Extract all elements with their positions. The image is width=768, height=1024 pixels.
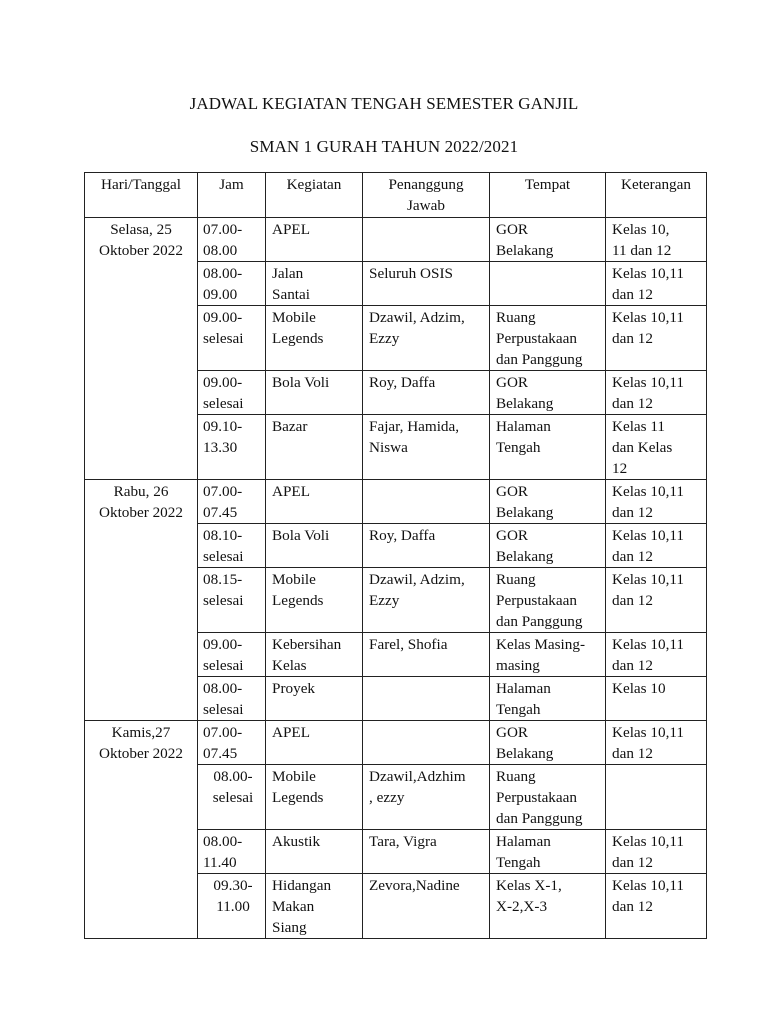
day-cell: Selasa, 25 Oktober 2022 bbox=[85, 218, 198, 480]
tempat-cell: Halaman Tengah bbox=[490, 415, 606, 480]
keterangan-cell: Kelas 10,11 dan 12 bbox=[606, 524, 707, 568]
penanggung-jawab-cell: Zevora,Nadine bbox=[363, 874, 490, 939]
jam-cell: 08.00- selesai bbox=[198, 765, 266, 830]
kegiatan-cell: APEL bbox=[266, 218, 363, 262]
jam-cell: 09.10- 13.30 bbox=[198, 415, 266, 480]
penanggung-jawab-cell bbox=[363, 721, 490, 765]
jam-cell: 09.00- selesai bbox=[198, 633, 266, 677]
tempat-cell: Ruang Perpustakaan dan Panggung bbox=[490, 765, 606, 830]
day-cell: Rabu, 26 Oktober 2022 bbox=[85, 480, 198, 721]
table-row bbox=[85, 218, 707, 262]
jam-cell: 09.00- selesai bbox=[198, 306, 266, 371]
penanggung-jawab-cell: Dzawil,Adzhim , ezzy bbox=[363, 765, 490, 830]
header-row bbox=[85, 173, 707, 218]
penanggung-jawab-cell bbox=[363, 677, 490, 721]
keterangan-cell: Kelas 10,11 dan 12 bbox=[606, 874, 707, 939]
jam-cell: 08.15- selesai bbox=[198, 568, 266, 633]
jam-cell: 08.00- selesai bbox=[198, 677, 266, 721]
kegiatan-cell: Hidangan Makan Siang bbox=[266, 874, 363, 939]
column-header-penanggung-jawab: Penanggung Jawab bbox=[363, 173, 490, 218]
penanggung-jawab-cell: Fajar, Hamida, Niswa bbox=[363, 415, 490, 480]
keterangan-cell: Kelas 10,11 dan 12 bbox=[606, 262, 707, 306]
document-title: JADWAL KEGIATAN TENGAH SEMESTER GANJIL bbox=[189, 94, 579, 113]
jam-cell: 07.00- 07.45 bbox=[198, 480, 266, 524]
keterangan-cell: Kelas 10, 11 dan 12 bbox=[606, 218, 707, 262]
penanggung-jawab-cell: Dzawil, Adzim, Ezzy bbox=[363, 568, 490, 633]
tempat-cell: Ruang Perpustakaan dan Panggung bbox=[490, 306, 606, 371]
table-row bbox=[85, 480, 707, 524]
penanggung-jawab-cell: Tara, Vigra bbox=[363, 830, 490, 874]
tempat-cell: GOR Belakang bbox=[490, 480, 606, 524]
kegiatan-cell: APEL bbox=[266, 721, 363, 765]
keterangan-cell: Kelas 10,11 dan 12 bbox=[606, 371, 707, 415]
column-header-kegiatan: Kegiatan bbox=[266, 173, 363, 218]
penanggung-jawab-cell: Seluruh OSIS bbox=[363, 262, 490, 306]
keterangan-cell: Kelas 11 dan Kelas 12 bbox=[606, 415, 707, 480]
keterangan-cell bbox=[606, 765, 707, 830]
jam-cell: 09.00- selesai bbox=[198, 371, 266, 415]
keterangan-cell: Kelas 10 bbox=[606, 677, 707, 721]
kegiatan-cell: Bazar bbox=[266, 415, 363, 480]
tempat-cell: Kelas X-1, X-2,X-3 bbox=[490, 874, 606, 939]
day-cell: Kamis,27 Oktober 2022 bbox=[85, 721, 198, 939]
tempat-cell: Halaman Tengah bbox=[490, 830, 606, 874]
penanggung-jawab-cell: Roy, Daffa bbox=[363, 371, 490, 415]
jam-cell: 08.00- 11.40 bbox=[198, 830, 266, 874]
jam-cell: 08.00- 09.00 bbox=[198, 262, 266, 306]
penanggung-jawab-cell bbox=[363, 480, 490, 524]
tempat-cell: GOR Belakang bbox=[490, 371, 606, 415]
column-header-jam: Jam bbox=[198, 173, 266, 218]
penanggung-jawab-cell: Roy, Daffa bbox=[363, 524, 490, 568]
kegiatan-cell: Mobile Legends bbox=[266, 765, 363, 830]
keterangan-cell: Kelas 10,11 dan 12 bbox=[606, 830, 707, 874]
kegiatan-cell: Mobile Legends bbox=[266, 568, 363, 633]
tempat-cell: Halaman Tengah bbox=[490, 677, 606, 721]
keterangan-cell: Kelas 10,11 dan 12 bbox=[606, 480, 707, 524]
jam-cell: 07.00- 07.45 bbox=[198, 721, 266, 765]
keterangan-cell: Kelas 10,11 dan 12 bbox=[606, 568, 707, 633]
tempat-cell: GOR Belakang bbox=[490, 218, 606, 262]
penanggung-jawab-cell: Dzawil, Adzim, Ezzy bbox=[363, 306, 490, 371]
tempat-cell bbox=[490, 262, 606, 306]
keterangan-cell: Kelas 10,11 dan 12 bbox=[606, 633, 707, 677]
kegiatan-cell: Bola Voli bbox=[266, 524, 363, 568]
kegiatan-cell: Bola Voli bbox=[266, 371, 363, 415]
kegiatan-cell: Proyek bbox=[266, 677, 363, 721]
document-subtitle: SMAN 1 GURAH TAHUN 2022/2021 bbox=[249, 137, 519, 156]
penanggung-jawab-cell bbox=[363, 218, 490, 262]
column-header-hari-tanggal: Hari/Tanggal bbox=[85, 173, 198, 218]
penanggung-jawab-cell: Farel, Shofia bbox=[363, 633, 490, 677]
schedule-table bbox=[84, 172, 707, 939]
kegiatan-cell: Mobile Legends bbox=[266, 306, 363, 371]
kegiatan-cell: Akustik bbox=[266, 830, 363, 874]
kegiatan-cell: APEL bbox=[266, 480, 363, 524]
jam-cell: 09.30- 11.00 bbox=[198, 874, 266, 939]
tempat-cell: GOR Belakang bbox=[490, 721, 606, 765]
tempat-cell: GOR Belakang bbox=[490, 524, 606, 568]
kegiatan-cell: Jalan Santai bbox=[266, 262, 363, 306]
tempat-cell: Kelas Masing- masing bbox=[490, 633, 606, 677]
kegiatan-cell: Kebersihan Kelas bbox=[266, 633, 363, 677]
tempat-cell: Ruang Perpustakaan dan Panggung bbox=[490, 568, 606, 633]
keterangan-cell: Kelas 10,11 dan 12 bbox=[606, 721, 707, 765]
jam-cell: 08.10- selesai bbox=[198, 524, 266, 568]
jam-cell: 07.00- 08.00 bbox=[198, 218, 266, 262]
column-header-tempat: Tempat bbox=[490, 173, 606, 218]
column-header-keterangan: Keterangan bbox=[606, 173, 707, 218]
table-row bbox=[85, 721, 707, 765]
keterangan-cell: Kelas 10,11 dan 12 bbox=[606, 306, 707, 371]
